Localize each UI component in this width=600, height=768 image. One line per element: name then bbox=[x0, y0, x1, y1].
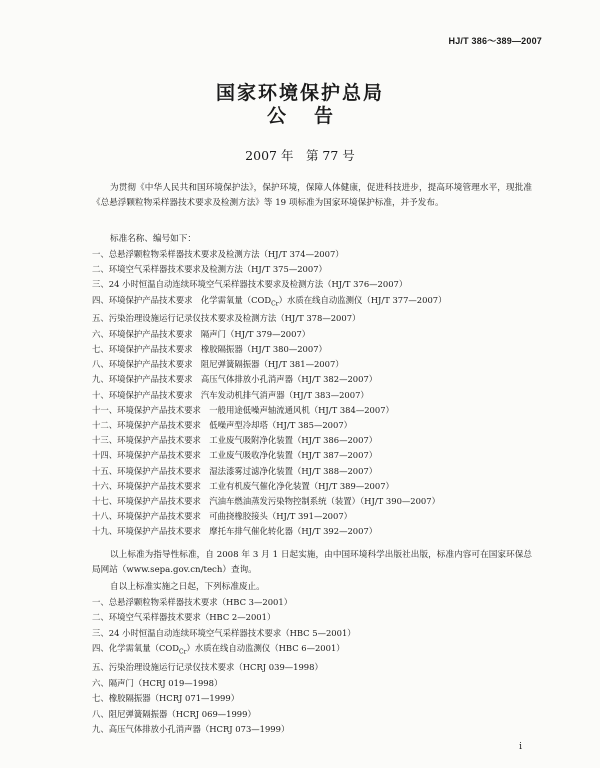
list-item: 六、环境保护产品技术要求 隔声门（HJ/T 379—2007） bbox=[92, 328, 311, 339]
intro-paragraph: 为贯彻《中华人民共和国环境保护法》，保护环境，保障人体健康，促进科技进步，提高环境管理水平，现批准《总悬浮颗粒物采样器技术要求及检测方法》等 19 项标准为国家环境保护标准，并予发布。 bbox=[92, 183, 532, 208]
list-item: 二、环境空气采样器技术要求（HBC 2—2001） bbox=[92, 612, 276, 623]
standards-list-label: 标准名称、编号如下： bbox=[110, 234, 196, 244]
list-item: 五、污染治理设施运行记录仪技术要求及检测方法（HJ/T 378—2007） bbox=[92, 313, 361, 324]
list-item: 十五、环境保护产品技术要求 湿法漆雾过滤净化装置（HJ/T 388—2007） bbox=[92, 465, 378, 476]
list-item: 十四、环境保护产品技术要求 工业废气吸收净化装置（HJ/T 387—2007） bbox=[92, 450, 378, 461]
list-item: 九、环境保护产品技术要求 高压气体排放小孔消声器（HJ/T 382—2007） bbox=[92, 374, 378, 385]
list-item: 十一、环境保护产品技术要求 一般用途低噪声轴流通风机（HJ/T 384—2007） bbox=[92, 404, 394, 415]
list-item-text: 四、化学需氧量（COD bbox=[92, 643, 179, 654]
list-item bbox=[92, 641, 356, 660]
list-item: 一、总悬浮颗粒物采样器技术要求（HBC 3—2001） bbox=[92, 597, 293, 607]
subscript: Cr bbox=[179, 648, 187, 656]
list-item: 五、污染治理设施运行记录仪技术要求（HCRJ 039—1998） bbox=[92, 662, 323, 673]
issuing-organization: 国家环境保护总局 bbox=[215, 82, 384, 104]
list-item: 十三、环境保护产品技术要求 工业废气吸附净化装置（HJ/T 386—2007） bbox=[92, 435, 378, 446]
list-item: 十、环境保护产品技术要求 汽车发动机排气消声器（HJ/T 383—2007） bbox=[92, 389, 369, 400]
implementation-paragraph: 以上标准为指导性标准，自 2008 年 3 月 1 日起实施，由中国环境科学出版社出版，标准内容可在国家环保总局网站（www.sepa.gov.cn/tech）查询。 bbox=[92, 550, 532, 575]
list-item: 三、24 小时恒温自动连续环境空气采样器技术要求（HBC 5—2001） bbox=[92, 627, 356, 638]
page-number: i bbox=[519, 742, 522, 752]
list-item: 三、24 小时恒温自动连续环境空气采样器技术要求及检测方法（HJ/T 376—2007） bbox=[92, 279, 408, 290]
list-item-text: 四、环境保护产品技术要求 化学需氧量（COD bbox=[92, 294, 272, 305]
list-item: 七、橡胶隔振器（HCRJ 071—1999） bbox=[92, 693, 240, 704]
list-item: 七、环境保护产品技术要求 橡胶隔振器（HJ/T 380—2007） bbox=[92, 343, 327, 354]
list-item: 八、环境保护产品技术要求 阻尼弹簧隔振器（HJ/T 381—2007） bbox=[92, 359, 344, 370]
list-item bbox=[92, 293, 447, 312]
abolished-list-label: 自以上标准实施之日起，下列标准废止。 bbox=[110, 582, 265, 592]
list-item-text-tail: ）水质在线自动监测仪（HJ/T 377—2007） bbox=[278, 294, 447, 305]
list-item: 九、高压气体排放小孔消声器（HCRJ 073—1999） bbox=[92, 723, 290, 734]
list-item: 十七、环境保护产品技术要求 汽油车燃油蒸发污染物控制系统（装置）（HJ/T 390—2007） bbox=[92, 495, 440, 506]
abolished-list bbox=[92, 595, 356, 737]
document-type: 公告 bbox=[266, 105, 361, 127]
list-item: 十九、环境保护产品技术要求 摩托车排气催化转化器（HJ/T 392—2007） bbox=[92, 526, 378, 537]
list-item: 六、隔声门（HCRJ 019—1998） bbox=[92, 677, 223, 688]
list-item: 八、阻尼弹簧隔振器（HCRJ 069—1999） bbox=[92, 708, 256, 719]
standards-list bbox=[92, 247, 447, 540]
subscript: Cr bbox=[271, 300, 279, 308]
list-item: 十八、环境保护产品技术要求 可曲挠橡胶接头（HJ/T 391—2007） bbox=[92, 511, 353, 522]
list-item-text-tail: ）水质在线自动监测仪（HBC 6—2001） bbox=[186, 643, 345, 654]
issue-number: 2007 年 第 77 号 bbox=[245, 148, 355, 163]
standard-code-header: HJ/T 386～389—2007 bbox=[448, 36, 542, 46]
list-item: 十二、环境保护产品技术要求 低噪声型冷却塔（HJ/T 385—2007） bbox=[92, 419, 353, 430]
list-item: 二、环境空气采样器技术要求及检测方法（HJ/T 375—2007） bbox=[92, 264, 327, 275]
list-item: 十六、环境保护产品技术要求 工业有机废气催化净化装置（HJ/T 389—2007） bbox=[92, 480, 394, 491]
list-item: 一、总悬浮颗粒物采样器技术要求及检测方法（HJ/T 374—2007） bbox=[92, 249, 344, 259]
